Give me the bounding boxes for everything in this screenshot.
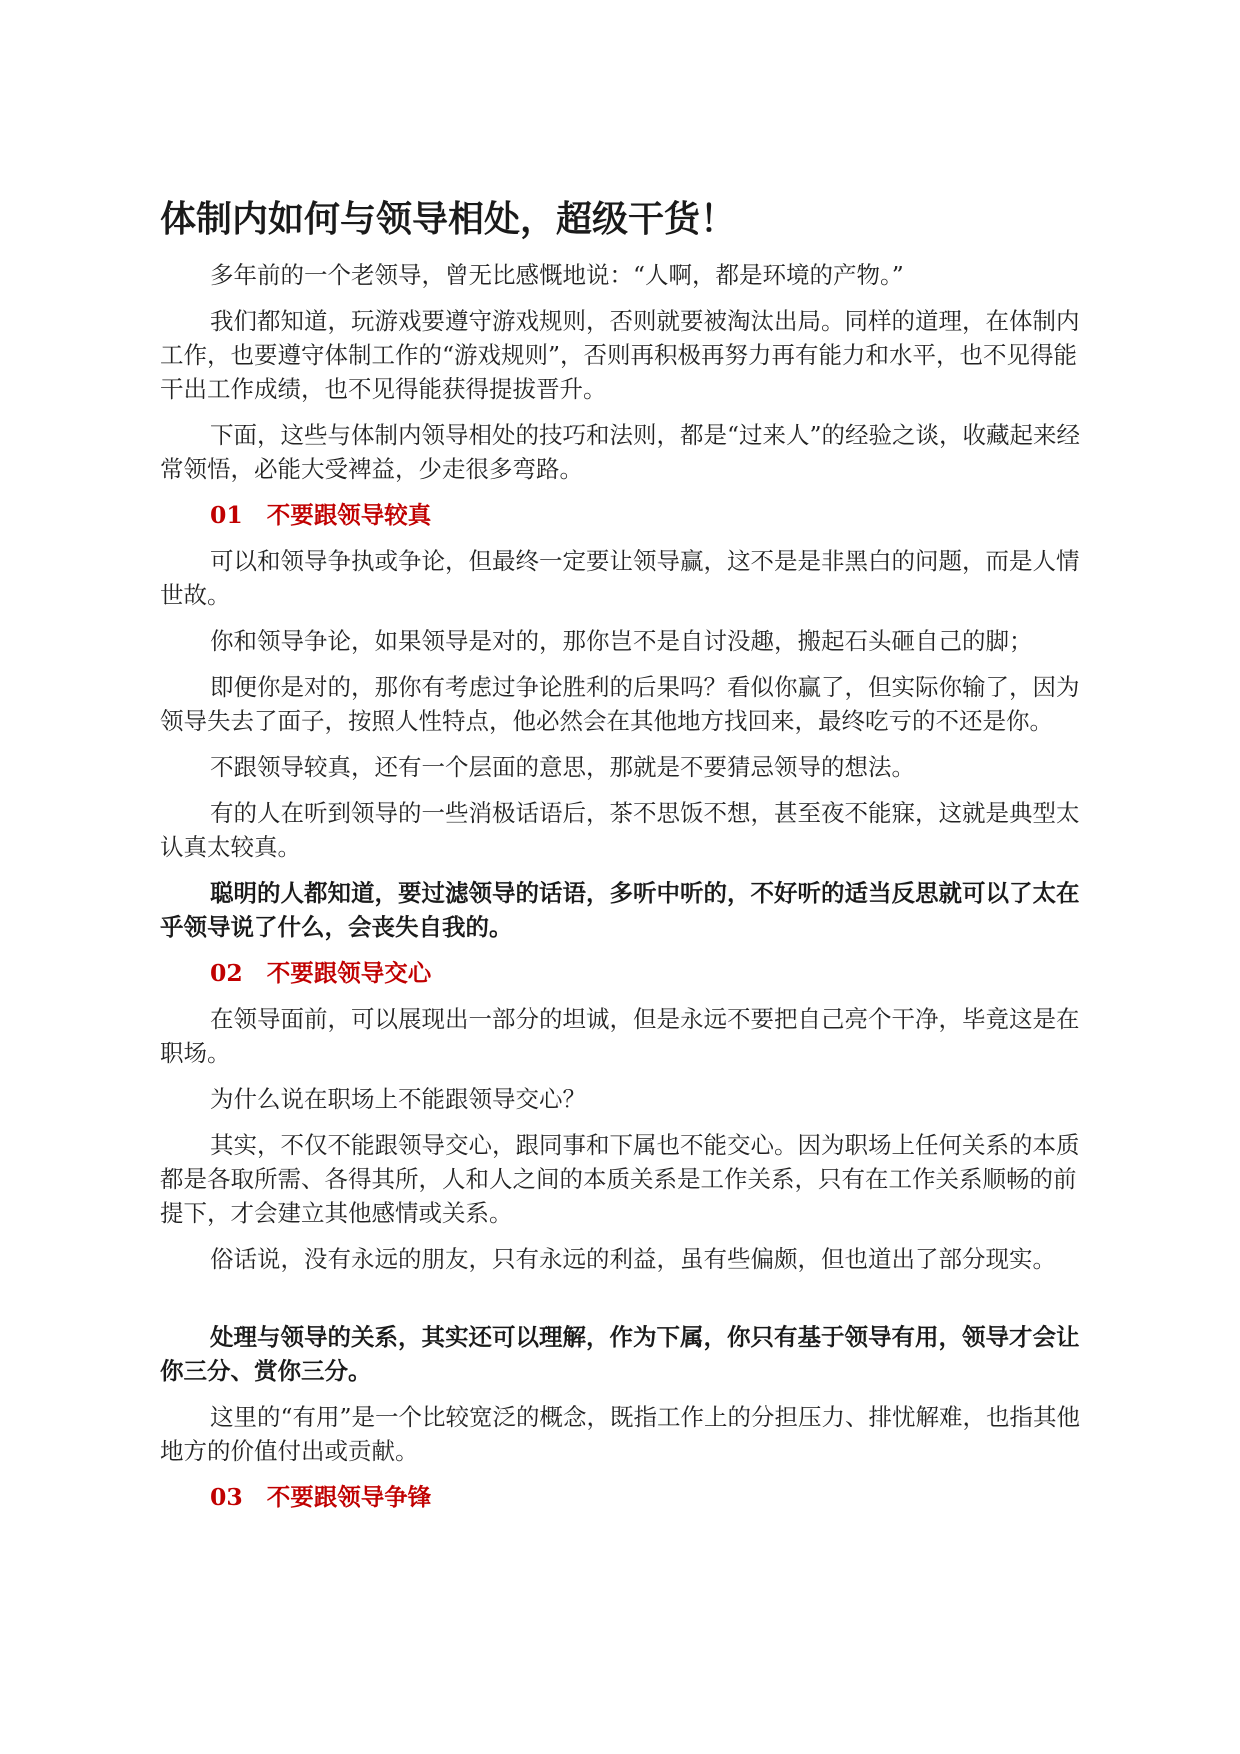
- intro-paragraph-2: 我们都知道，玩游戏要遵守游戏规则，否则就要被淘汰出局。同样的道理，在体制内工作，也要遵守体制工作的“游戏规则”，否则再积极再努力再有能力和水平，也不见得能干出工作成绩，也不见得能获得提拔晋升。: [160, 307, 1080, 403]
- section-01-paragraph-3: 即便你是对的，那你有考虑过争论胜利的后果吗？看似你赢了，但实际你输了，因为领导失去了面子，按照人性特点，他必然会在其他地方找回来，最终吃亏的不还是你。: [160, 673, 1080, 735]
- section-02-bold-paragraph: 处理与领导的关系，其实还可以理解，作为下属，你只有基于领导有用，领导才会让你三分、赏你三分。: [160, 1323, 1080, 1385]
- section-title: 不要跟领导争锋: [266, 1483, 432, 1511]
- section-02-paragraph-5: 这里的“有用”是一个比较宽泛的概念，既指工作上的分担压力、排忧解难，也指其他地方的价值付出或贡献。: [160, 1403, 1081, 1465]
- section-01-paragraph-1: 可以和领导争执或争论，但最终一定要让领导赢，这不是是非黑白的问题，而是人情世故。: [160, 547, 1080, 609]
- intro-paragraph-1: 多年前的一个老领导，曾无比感慨地说：“人啊，都是环境的产物。”: [210, 261, 904, 289]
- section-02-paragraph-1: 在领导面前，可以展现出一部分的坦诚，但是永远不要把自己亮个干净，毕竟这是在职场。: [160, 1005, 1080, 1067]
- section-number: 03: [210, 1483, 243, 1511]
- section-01-bold-paragraph: 聪明的人都知道，要过滤领导的话语，多听中听的，不好听的适当反思就可以了太在乎领导说了什么，会丧失自我的。: [160, 879, 1080, 941]
- section-02-paragraph-3: 其实，不仅不能跟领导交心，跟同事和下属也不能交心。因为职场上任何关系的本质都是各取所需、各得其所，人和人之间的本质关系是工作关系，只有在工作关系顺畅的前提下，才会建立其他感情或关系。: [160, 1131, 1080, 1227]
- section-heading-03: [210, 1480, 1090, 1514]
- section-heading-01: [210, 498, 1090, 532]
- section-02-paragraph-2: 为什么说在职场上不能跟领导交心？: [210, 1085, 586, 1113]
- section-title: 不要跟领导较真: [266, 501, 432, 529]
- section-number: 01: [210, 501, 243, 529]
- intro-paragraph-3: 下面，这些与体制内领导相处的技巧和法则，都是“过来人”的经验之谈，收藏起来经常领悟，必能大受裨益，少走很多弯路。: [160, 421, 1081, 483]
- section-01-paragraph-2: 你和领导争论，如果领导是对的，那你岂不是自讨没趣，搬起石头砸自己的脚；: [210, 627, 1033, 655]
- section-02-paragraph-4: 俗话说，没有永远的朋友，只有永远的利益，虽有些偏颇，但也道出了部分现实。: [210, 1245, 1056, 1273]
- section-number: 02: [210, 959, 243, 987]
- article-title: 体制内如何与领导相处，超级干货！: [160, 199, 737, 240]
- document-page: [160, 196, 1090, 1526]
- section-heading-02: [210, 956, 1090, 990]
- section-01-paragraph-5: 有的人在听到领导的一些消极话语后，茶不思饭不想，甚至夜不能寐，这就是典型太认真太较真。: [160, 799, 1080, 861]
- paragraph-spacer: [160, 1288, 1090, 1320]
- section-title: 不要跟领导交心: [266, 959, 432, 987]
- section-01-paragraph-4: 不跟领导较真，还有一个层面的意思，那就是不要猜忌领导的想法。: [210, 753, 915, 781]
